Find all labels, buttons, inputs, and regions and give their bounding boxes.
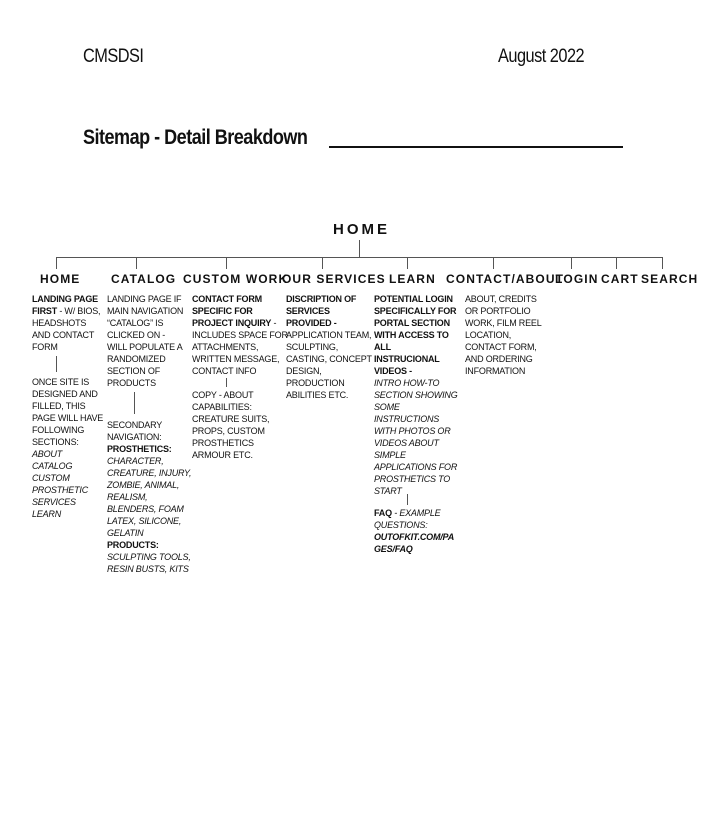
node-contact-about: CONTACT/ABOUT: [446, 272, 565, 286]
home-inner-connector: [56, 356, 57, 372]
catalog-inner-connector: [134, 392, 135, 414]
node-catalog: CATALOG: [111, 272, 177, 286]
node-custom-work: CUSTOM WORK: [183, 272, 289, 286]
root-node-home: HOME: [333, 221, 390, 238]
connector-search: [662, 257, 663, 269]
connector-our-services: [322, 257, 323, 269]
node-cart: CART: [601, 272, 639, 286]
node-learn: LEARN: [389, 272, 436, 286]
connector-home: [56, 257, 57, 269]
home-description: LANDING PAGE FIRST - W/ BIOS, HEADSHOTS AND CONTACT FORM: [32, 294, 101, 352]
home-sections-note: ONCE SITE IS DESIGNED AND FILLED, THIS PAGE WILL HAVE FOLLOWING SECTIONS: ABOUT CATALOG CUSTOM PROSTHETIC SERVICES LEARN: [32, 377, 104, 519]
connector-catalog: [136, 257, 137, 269]
node-login: LOGIN: [555, 272, 599, 286]
root-connector: [359, 240, 360, 257]
node-home: HOME: [40, 272, 81, 286]
custom-work-capabilities: COPY - ABOUT CAPABILITIES: CREATURE SUITS, PROPS, CUSTOM PROSTHETICS ARMOUR ETC.: [192, 390, 270, 460]
node-our-services: OUR SERVICES: [282, 272, 386, 286]
custom-work-description: CONTACT FORM SPECIFIC FOR PROJECT INQUIRY - INCLUDES SPACE FOR ATTACHMENTS, WRITTEN MESSAGE, CONTACT INFO: [192, 294, 288, 376]
document-date: August 2022: [498, 46, 585, 67]
connector-cart: [616, 257, 617, 269]
title-underline: [329, 146, 623, 148]
connector-custom-work: [226, 257, 227, 269]
node-search: SEARCH: [641, 272, 699, 286]
connector-learn: [407, 257, 408, 269]
custom-work-inner-connector: [226, 378, 227, 387]
connector-login: [571, 257, 572, 269]
catalog-secondary-navigation: SECONDARY NAVIGATION: PROSTHETICS: CHARACTER, CREATURE, INJURY, ZOMBIE, ANIMAL, REALISM, BLENDERS, FOAM LATEX, SILICONE, GELATIN PRODUCTS: SCULPTING TOOLS, RESIN BUSTS, KITS: [107, 420, 192, 574]
learn-faq: FAQ - EXAMPLE QUESTIONS: OUTOFKIT.COM/PA GES/FAQ: [374, 508, 454, 554]
connector-contact-about: [493, 257, 494, 269]
org-name: CMSDSI: [83, 46, 144, 67]
page-title: Sitemap - Detail Breakdown: [83, 126, 308, 149]
our-services-description: DISCRIPTION OF SERVICES PROVIDED - APPLICATION TEAM, SCULPTING, CASTING, CONCEPT DESIGN, PRODUCTION ABILITIES ETC.: [286, 294, 372, 400]
learn-description: POTENTIAL LOGIN SPECIFICALLY FOR PORTAL SECTION WITH ACCESS TO ALL INSTRUCIONAL VIDEOS - INTRO HOW-TO SECTION SHOWING SOME INSTRUCTIONS WITH PHOTOS OR VIDEOS ABOUT SIMPLE APPLICATIONS FOR PROSTHETICS TO START: [374, 294, 458, 496]
contact-about-description: ABOUT, CREDITS OR PORTFOLIO WORK, FILM REEL LOCATION, CONTACT FORM, AND ORDERING INFORMATION: [465, 294, 542, 376]
learn-inner-connector: [407, 494, 408, 505]
catalog-description: LANDING PAGE IF MAIN NAVIGATION “CATALOG” IS CLICKED ON - WILL POPULATE A RANDOMIZED SECTION OF PRODUCTS: [107, 294, 184, 388]
